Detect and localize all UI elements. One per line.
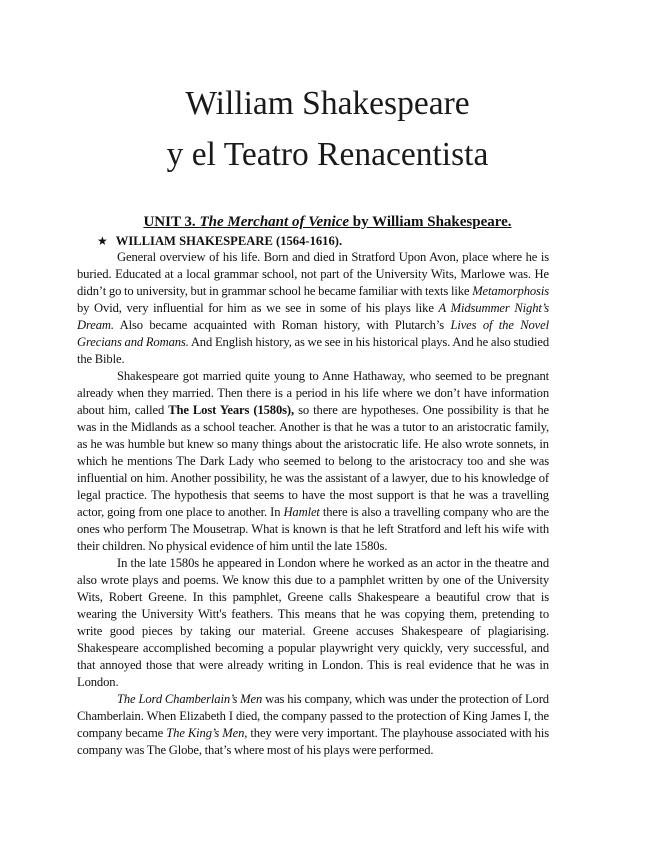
paragraph-company bbox=[77, 691, 549, 759]
lost-years-term: The Lost Years (1580s), bbox=[168, 403, 295, 417]
company-name: The King’s Men, bbox=[166, 726, 248, 740]
paragraph-text: Also became acquainted with Roman history, with Plutarch’s bbox=[113, 318, 451, 332]
body-text bbox=[77, 249, 549, 759]
work-title: Metamorphosis bbox=[472, 284, 549, 298]
document-title-line-2: y el Teatro Renacentista bbox=[166, 136, 489, 173]
paragraph-text: General overview of his life. Born and died in Stratford Upon Avon, place where he is buried. Educated at a local grammar school, not part of the University Wits, Marlowe was. He didn’t go to university, but in grammar school he became familiar with texts like bbox=[77, 250, 549, 298]
paragraph-text: so there are hypotheses. One possibility is that he was in the Midlands as a school teacher. Another is that he was a tutor to an aristocratic family, as he was humble but knew so many things about the aristocratic life. He also wrote sonnets, in which he mentions The Dark Lady who seemed to belong to the aristocracy too and she was influential on him. Another possibility, he was the assistant of a lawyer, due to his knowledge of legal practice. The hypothesis that seems to have the most support is that he was a travelling actor, going from one place to another. In bbox=[77, 403, 550, 519]
work-title: A Midsummer Night’s Dream. bbox=[77, 301, 549, 332]
section-heading bbox=[97, 233, 342, 250]
unit-heading bbox=[0, 212, 655, 232]
paragraph-text: Shakespeare got married quite young to Anne Hathaway, who seemed to be pregnant already when they married. Then there is a period in his life where we don’t have information about him, called bbox=[77, 369, 549, 417]
paragraph-text: was his company, which was under the protection of Lord Chamberlain. When Elizabeth I died, the company passed to the protection of King James I, the company became bbox=[77, 692, 549, 740]
work-title: Hamlet bbox=[283, 505, 320, 519]
company-name: The Lord Chamberlain’s Men bbox=[117, 692, 263, 706]
unit-heading-suffix: by William Shakespeare. bbox=[349, 214, 512, 230]
paragraph-life-overview bbox=[77, 249, 549, 368]
document-title-line-1: William Shakespeare bbox=[185, 85, 470, 122]
unit-heading-prefix: UNIT 3. bbox=[143, 214, 200, 230]
work-title: Lives of the Novel Grecians and Romans. bbox=[77, 318, 549, 349]
paragraph-text: And English history, as we see in his historical plays. And he also studied the Bible. bbox=[77, 335, 549, 366]
star-icon: ★ bbox=[97, 234, 108, 248]
paragraph-text: by Ovid, very influential for him as we see in some of his plays like bbox=[77, 301, 439, 315]
unit-heading-work-title: The Merchant of Venice bbox=[199, 214, 350, 230]
section-heading-text: WILLIAM SHAKESPEARE (1564-1616). bbox=[115, 234, 343, 248]
paragraph-text: there is also a travelling company who are the ones who perform The Mousetrap. What is known is that he left Stratford and left his wife with their children. No physical evidence of him until the late 1580s. bbox=[77, 505, 550, 553]
paragraph-lost-years bbox=[77, 368, 549, 555]
paragraph-text: they were very important. The playhouse associated with his company was The Globe, that’s where most of his plays were performed. bbox=[77, 726, 549, 757]
paragraph-london: In the late 1580s he appeared in London where he worked as an actor in the theatre and also wrote plays and poems. We know this due to a pamphlet written by one of the University Wits, Robert Greene. In this pamphlet, Greene calls Shakespeare a beautiful crow that is wearing the University Witt's feathers. This means that he was copying them, pretending to write good pieces by taking our material. Greene accuses Shakespeare of plagiarising. Shakespeare accomplished becoming a popular playwright very quickly, very successful, and that annoyed those that were already writing in London. This is real evidence that he was in London. bbox=[77, 556, 549, 689]
